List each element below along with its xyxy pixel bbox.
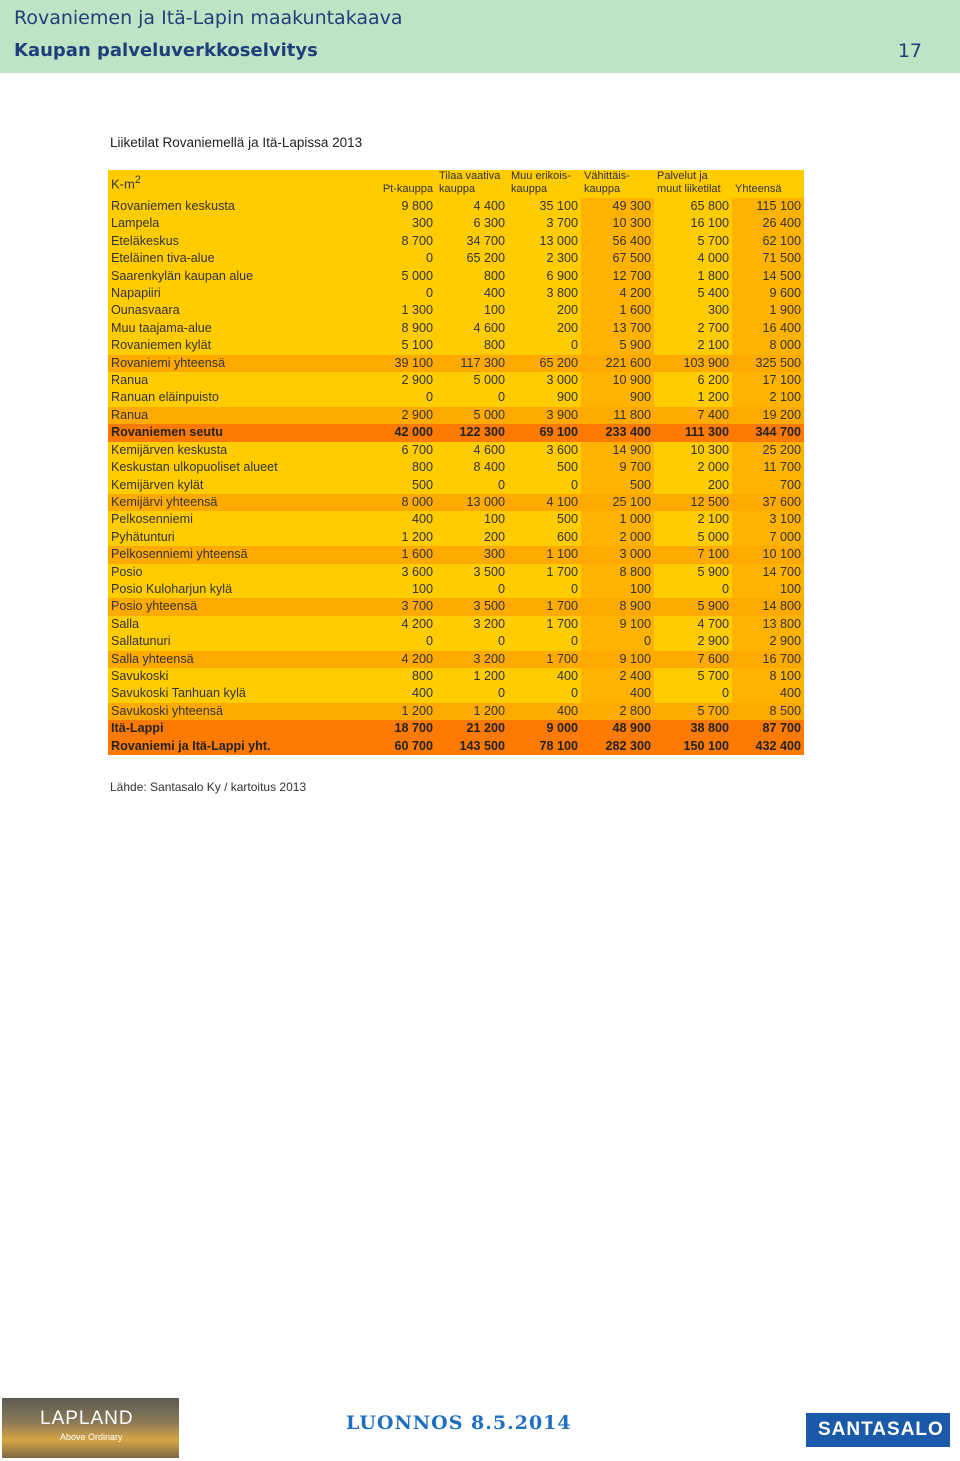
table-cell: 67 500 — [581, 250, 654, 267]
table-cell: 4 200 — [581, 285, 654, 302]
table-cell: 25 200 — [732, 442, 804, 459]
row-label: Rovaniemi ja Itä-Lappi yht. — [108, 738, 336, 755]
table-cell: 2 000 — [654, 459, 732, 476]
table-cell: 16 700 — [732, 651, 804, 668]
table-cell: 14 900 — [581, 442, 654, 459]
table-cell: 200 — [436, 529, 508, 546]
page-header — [0, 0, 960, 73]
row-label: Ranua — [108, 372, 336, 389]
column-header: Palvelut ja muut liiketilat — [654, 170, 732, 198]
table-cell: 111 300 — [654, 424, 732, 441]
table-cell: 0 — [336, 250, 436, 267]
table-cell: 10 300 — [581, 215, 654, 232]
table-cell: 26 400 — [732, 215, 804, 232]
table-cell: 9 000 — [508, 720, 581, 737]
table-cell: 37 600 — [732, 494, 804, 511]
table-cell: 400 — [436, 285, 508, 302]
table-cell: 221 600 — [581, 355, 654, 372]
row-label: Lampela — [108, 215, 336, 232]
table-cell: 100 — [581, 581, 654, 598]
santasalo-logo-text: SANTASALO — [818, 1419, 944, 1440]
table-cell: 39 100 — [336, 355, 436, 372]
table-cell: 12 700 — [581, 268, 654, 285]
table-cell: 65 800 — [654, 198, 732, 215]
table-cell: 78 100 — [508, 738, 581, 755]
table-row — [108, 581, 804, 598]
table-cell: 3 500 — [436, 564, 508, 581]
table-cell: 400 — [508, 668, 581, 685]
table-cell: 8 500 — [732, 703, 804, 720]
column-header: Yhteensä — [732, 170, 804, 198]
lapland-logo — [2, 1398, 179, 1458]
table-cell: 500 — [581, 477, 654, 494]
table-cell: 0 — [581, 633, 654, 650]
table-cell: 200 — [508, 302, 581, 319]
table-cell: 2 400 — [581, 668, 654, 685]
table-cell: 0 — [436, 389, 508, 406]
column-header: Pt-kauppa — [336, 170, 436, 198]
table-cell: 3 900 — [508, 407, 581, 424]
table-cell: 4 400 — [436, 198, 508, 215]
table-cell: 7 100 — [654, 546, 732, 563]
table-cell: 10 100 — [732, 546, 804, 563]
table-cell: 0 — [436, 581, 508, 598]
page-number: 17 — [897, 40, 922, 62]
table-cell: 12 500 — [654, 494, 732, 511]
table-cell: 200 — [508, 320, 581, 337]
table-cell: 300 — [436, 546, 508, 563]
table-row — [108, 215, 804, 232]
table-cell: 1 700 — [508, 564, 581, 581]
table-row — [108, 233, 804, 250]
table-cell: 9 100 — [581, 616, 654, 633]
table-cell: 2 100 — [654, 511, 732, 528]
table-row — [108, 720, 804, 737]
row-label: Kemijärven keskusta — [108, 442, 336, 459]
table-cell: 48 900 — [581, 720, 654, 737]
table-cell: 2 700 — [654, 320, 732, 337]
table-cell: 400 — [732, 685, 804, 702]
table-row — [108, 633, 804, 650]
table-cell: 2 100 — [654, 337, 732, 354]
table-cell: 800 — [436, 268, 508, 285]
table-row — [108, 407, 804, 424]
table-cell: 11 800 — [581, 407, 654, 424]
row-label: Napapiiri — [108, 285, 336, 302]
table-cell: 3 100 — [732, 511, 804, 528]
table-cell: 5 000 — [436, 407, 508, 424]
table-cell: 4 200 — [336, 616, 436, 633]
table-cell: 0 — [508, 477, 581, 494]
table-cell: 400 — [336, 685, 436, 702]
draft-stamp: LUONNOS 8.5.2014 — [346, 1412, 572, 1434]
table-cell: 500 — [508, 511, 581, 528]
header-report-title: Kaupan palveluverkkoselvitys — [14, 40, 318, 61]
santasalo-logo — [806, 1413, 950, 1447]
table-cell: 69 100 — [508, 424, 581, 441]
table-cell: 8 000 — [732, 337, 804, 354]
table-row — [108, 546, 804, 563]
table-cell: 4 700 — [654, 616, 732, 633]
row-label: Sallatunuri — [108, 633, 336, 650]
table-cell: 1 200 — [336, 529, 436, 546]
table-cell: 400 — [508, 703, 581, 720]
table-cell: 2 800 — [581, 703, 654, 720]
table-cell: 900 — [508, 389, 581, 406]
table-cell: 500 — [508, 459, 581, 476]
row-label: Eteläinen tiva-alue — [108, 250, 336, 267]
table-cell: 1 600 — [581, 302, 654, 319]
table-cell: 325 500 — [732, 355, 804, 372]
table-cell: 3 700 — [336, 598, 436, 615]
table-cell: 300 — [336, 215, 436, 232]
row-label: Keskustan ulkopuoliset alueet — [108, 459, 336, 476]
table-row — [108, 285, 804, 302]
table-cell: 71 500 — [732, 250, 804, 267]
table-cell: 143 500 — [436, 738, 508, 755]
table-row — [108, 564, 804, 581]
table-cell: 17 100 — [732, 372, 804, 389]
table-row — [108, 616, 804, 633]
table-cell: 56 400 — [581, 233, 654, 250]
table-row — [108, 703, 804, 720]
table-cell: 400 — [581, 685, 654, 702]
table-cell: 0 — [508, 685, 581, 702]
table-cell: 42 000 — [336, 424, 436, 441]
table-cell: 1 000 — [581, 511, 654, 528]
table-row — [108, 685, 804, 702]
table-cell: 344 700 — [732, 424, 804, 441]
row-label: Posio Kuloharjun kylä — [108, 581, 336, 598]
table-cell: 14 700 — [732, 564, 804, 581]
row-label: Kemijärven kylät — [108, 477, 336, 494]
table-cell: 13 700 — [581, 320, 654, 337]
table-cell: 432 400 — [732, 738, 804, 755]
table-cell: 600 — [508, 529, 581, 546]
table-cell: 3 200 — [436, 651, 508, 668]
table-cell: 18 700 — [336, 720, 436, 737]
table-title: Liiketilat Rovaniemellä ja Itä-Lapissa 2013 — [110, 135, 363, 150]
row-label: Muu taajama-alue — [108, 320, 336, 337]
table-row — [108, 250, 804, 267]
row-label: Ounasvaara — [108, 302, 336, 319]
table-cell: 4 600 — [436, 320, 508, 337]
table-row — [108, 442, 804, 459]
table-cell: 9 600 — [732, 285, 804, 302]
table-cell: 800 — [436, 337, 508, 354]
table-cell: 7 400 — [654, 407, 732, 424]
table-cell: 1 200 — [436, 703, 508, 720]
table-cell: 300 — [654, 302, 732, 319]
table-cell: 3 800 — [508, 285, 581, 302]
table-row — [108, 494, 804, 511]
table-cell: 1 100 — [508, 546, 581, 563]
table-cell: 38 800 — [654, 720, 732, 737]
table-cell: 5 900 — [654, 564, 732, 581]
table-cell: 7 600 — [654, 651, 732, 668]
table-cell: 500 — [336, 477, 436, 494]
table-cell: 13 000 — [436, 494, 508, 511]
table-cell: 0 — [336, 389, 436, 406]
table-cell: 1 700 — [508, 651, 581, 668]
table-cell: 3 000 — [581, 546, 654, 563]
table-cell: 103 900 — [654, 355, 732, 372]
table-cell: 5 100 — [336, 337, 436, 354]
table-cell: 8 700 — [336, 233, 436, 250]
row-label: Eteläkeskus — [108, 233, 336, 250]
table-cell: 10 300 — [654, 442, 732, 459]
table-cell: 800 — [336, 459, 436, 476]
table-cell: 3 600 — [508, 442, 581, 459]
table-cell: 3 200 — [436, 616, 508, 633]
table-cell: 8 100 — [732, 668, 804, 685]
table-row — [108, 598, 804, 615]
column-header: Tilaa vaativa kauppa — [436, 170, 508, 198]
table-cell: 8 800 — [581, 564, 654, 581]
row-label: Rovaniemen seutu — [108, 424, 336, 441]
table-cell: 2 900 — [336, 372, 436, 389]
table-cell: 2 900 — [654, 633, 732, 650]
table-cell: 9 100 — [581, 651, 654, 668]
table-cell: 5 700 — [654, 668, 732, 685]
table-cell: 5 000 — [436, 372, 508, 389]
row-label: Rovaniemen kylät — [108, 337, 336, 354]
table-cell: 25 100 — [581, 494, 654, 511]
table-cell: 3 500 — [436, 598, 508, 615]
row-label: Posio — [108, 564, 336, 581]
table-cell: 0 — [508, 581, 581, 598]
row-label: Savukoski Tanhuan kylä — [108, 685, 336, 702]
table-cell: 1 700 — [508, 598, 581, 615]
table-cell: 34 700 — [436, 233, 508, 250]
table-cell: 3 700 — [508, 215, 581, 232]
row-label: Rovaniemen keskusta — [108, 198, 336, 215]
table-row — [108, 372, 804, 389]
table-cell: 117 300 — [436, 355, 508, 372]
table-row — [108, 302, 804, 319]
table-cell: 87 700 — [732, 720, 804, 737]
table-row — [108, 389, 804, 406]
table-cell: 13 800 — [732, 616, 804, 633]
table-cell: 200 — [654, 477, 732, 494]
row-label: Saarenkylän kaupan alue — [108, 268, 336, 285]
column-header: Muu erikois-kauppa — [508, 170, 581, 198]
table-cell: 1 200 — [336, 703, 436, 720]
lapland-logo-tagline: Above Ordinary — [60, 1432, 123, 1442]
table-cell: 1 800 — [654, 268, 732, 285]
table-cell: 400 — [336, 511, 436, 528]
table-row — [108, 459, 804, 476]
table-cell: 100 — [436, 511, 508, 528]
table-row — [108, 511, 804, 528]
table-cell: 6 300 — [436, 215, 508, 232]
table-cell: 100 — [436, 302, 508, 319]
table-cell: 1 200 — [654, 389, 732, 406]
table-cell: 2 900 — [336, 407, 436, 424]
table-cell: 0 — [436, 685, 508, 702]
row-label: Salla yhteensä — [108, 651, 336, 668]
table-cell: 900 — [581, 389, 654, 406]
table-cell: 700 — [732, 477, 804, 494]
row-label: Salla — [108, 616, 336, 633]
table-cell: 1 300 — [336, 302, 436, 319]
table-cell: 6 900 — [508, 268, 581, 285]
table-cell: 0 — [654, 685, 732, 702]
table-cell: 5 900 — [581, 337, 654, 354]
lapland-logo-title: LAPLAND — [40, 1408, 134, 1429]
table-cell: 5 700 — [654, 233, 732, 250]
row-label: Ranuan eläinpuisto — [108, 389, 336, 406]
table-cell: 233 400 — [581, 424, 654, 441]
table-cell: 2 900 — [732, 633, 804, 650]
table-cell: 122 300 — [436, 424, 508, 441]
column-header: Vähittäis-kauppa — [581, 170, 654, 198]
table-cell: 65 200 — [436, 250, 508, 267]
table-row — [108, 268, 804, 285]
unit-label: $K-m^2$ — [108, 170, 336, 198]
table-row — [108, 651, 804, 668]
table-cell: 8 900 — [581, 598, 654, 615]
row-label: Savukoski — [108, 668, 336, 685]
row-label: Ranua — [108, 407, 336, 424]
table-cell: 16 400 — [732, 320, 804, 337]
table-row — [108, 198, 804, 215]
table-cell: 65 200 — [508, 355, 581, 372]
table-cell: 100 — [732, 581, 804, 598]
table-cell: 115 100 — [732, 198, 804, 215]
table-row — [108, 529, 804, 546]
table-cell: 0 — [436, 633, 508, 650]
table-cell: 0 — [508, 337, 581, 354]
table-row — [108, 424, 804, 441]
table-cell: 60 700 — [336, 738, 436, 755]
source-note: Lähde: Santasalo Ky / kartoitus 2013 — [110, 780, 307, 794]
table-cell: 5 400 — [654, 285, 732, 302]
table-cell: 0 — [436, 477, 508, 494]
table-cell: 2 300 — [508, 250, 581, 267]
table-cell: 800 — [336, 668, 436, 685]
table-cell: 4 600 — [436, 442, 508, 459]
table-cell: 1 900 — [732, 302, 804, 319]
table-cell: 100 — [336, 581, 436, 598]
table-cell: 1 700 — [508, 616, 581, 633]
table-cell: 8 900 — [336, 320, 436, 337]
table-cell: 1 600 — [336, 546, 436, 563]
table-cell: 0 — [336, 633, 436, 650]
table-cell: 16 100 — [654, 215, 732, 232]
table-cell: 35 100 — [508, 198, 581, 215]
table-cell: 6 200 — [654, 372, 732, 389]
row-label: Pelkosenniemi — [108, 511, 336, 528]
table-cell: 0 — [654, 581, 732, 598]
row-label: Savukoski yhteensä — [108, 703, 336, 720]
header-plan-title: Rovaniemen ja Itä-Lapin maakuntakaava — [14, 7, 403, 29]
row-label: Posio yhteensä — [108, 598, 336, 615]
table-row — [108, 668, 804, 685]
table-cell: 11 700 — [732, 459, 804, 476]
table-cell: 4 200 — [336, 651, 436, 668]
table-cell: 2 100 — [732, 389, 804, 406]
table-cell: 150 100 — [654, 738, 732, 755]
table-cell: 5 000 — [336, 268, 436, 285]
table-cell: 3 000 — [508, 372, 581, 389]
table-cell: 4 000 — [654, 250, 732, 267]
row-label: Itä-Lappi — [108, 720, 336, 737]
table-row — [108, 738, 804, 755]
row-label: Rovaniemi yhteensä — [108, 355, 336, 372]
table-cell: 8 400 — [436, 459, 508, 476]
table-cell: 21 200 — [436, 720, 508, 737]
table-cell: 5 000 — [654, 529, 732, 546]
table-cell: 13 000 — [508, 233, 581, 250]
table-cell: 8 000 — [336, 494, 436, 511]
table-cell: 1 200 — [436, 668, 508, 685]
table-cell: 5 700 — [654, 703, 732, 720]
table-cell: 9 800 — [336, 198, 436, 215]
row-label: Pyhätunturi — [108, 529, 336, 546]
table-cell: 5 900 — [654, 598, 732, 615]
table-row — [108, 337, 804, 354]
table-cell: 0 — [336, 285, 436, 302]
table-cell: 19 200 — [732, 407, 804, 424]
table-cell: 49 300 — [581, 198, 654, 215]
table-cell: 62 100 — [732, 233, 804, 250]
table-cell: 6 700 — [336, 442, 436, 459]
table-cell: 10 900 — [581, 372, 654, 389]
table-cell: 9 700 — [581, 459, 654, 476]
row-label: Pelkosenniemi yhteensä — [108, 546, 336, 563]
table-cell: 0 — [508, 633, 581, 650]
business-premises-table — [108, 170, 804, 755]
table-cell: 14 500 — [732, 268, 804, 285]
table-row — [108, 355, 804, 372]
table-cell: 2 000 — [581, 529, 654, 546]
table-cell: 7 000 — [732, 529, 804, 546]
table-cell: 282 300 — [581, 738, 654, 755]
table-row — [108, 477, 804, 494]
table-cell: 4 100 — [508, 494, 581, 511]
table-cell: 14 800 — [732, 598, 804, 615]
row-label: Kemijärvi yhteensä — [108, 494, 336, 511]
table-row — [108, 320, 804, 337]
table-cell: 3 600 — [336, 564, 436, 581]
table-header-row — [108, 170, 804, 198]
